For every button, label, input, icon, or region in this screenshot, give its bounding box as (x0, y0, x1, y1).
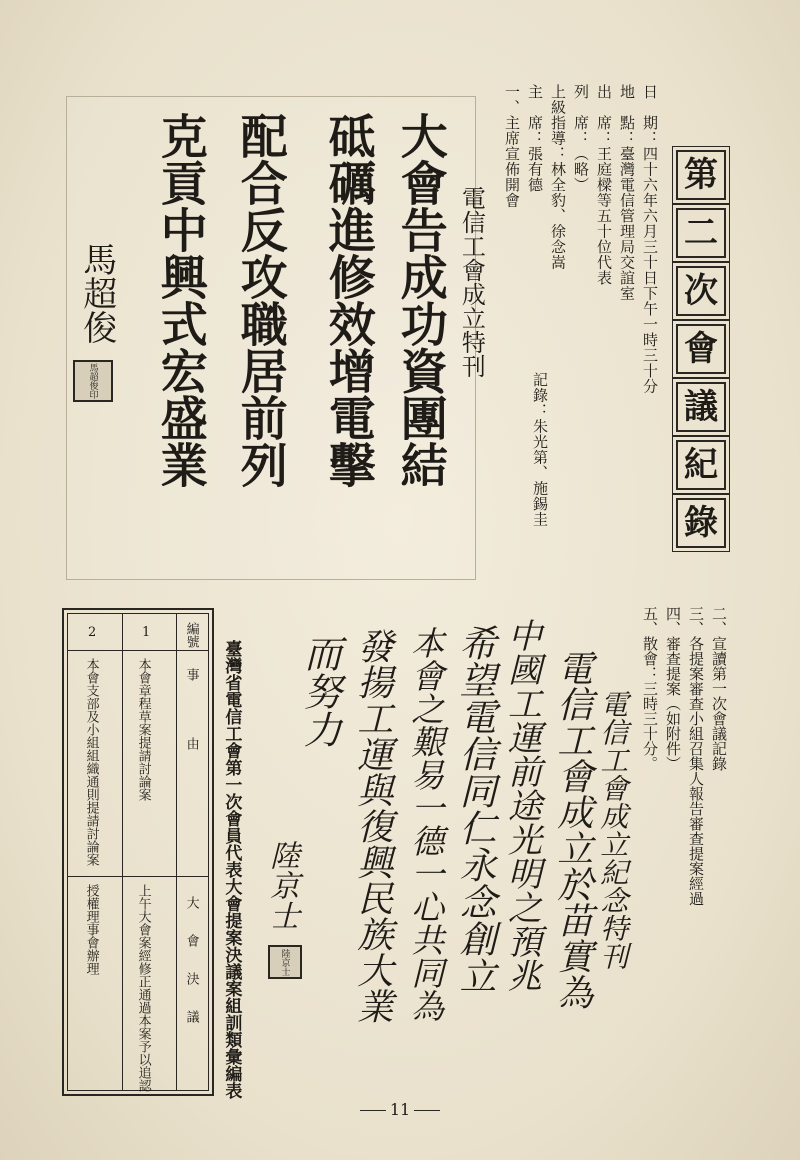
table-header-matter: 事 由 (183, 668, 199, 760)
table-cell-number: 1 (142, 625, 151, 640)
title-char: 紀 (676, 440, 726, 490)
calligraphy2-header: 電信工會成立紀念特刊 (596, 690, 630, 970)
calligraphy2-column: 發揚工運與復興民族大業 (351, 628, 393, 1024)
title-char: 第 (676, 150, 726, 200)
calligraphy2-column: 中國工運前途光明之預兆 (501, 618, 542, 992)
title-char: 議 (676, 382, 726, 432)
meeting-chair: 主 席：張有德 (526, 84, 544, 193)
seal-stamp (73, 360, 113, 402)
agenda-item-1: 一、主席宣佈開會 (503, 84, 521, 208)
resolution-table (62, 608, 214, 1096)
seal-text: 陸京士 (279, 948, 290, 976)
calligraphy-header: 電信工會成立特刊 (457, 186, 486, 378)
meeting-guidance: 上級指導：林全豹、徐念嵩 (549, 84, 567, 270)
table-caption: 臺灣省電信工會第一次會員代表大會提案決議案組訓類彙編表 (221, 640, 242, 1099)
table-cell-resolution: 上午大會案經修正通過本案予以追認 (135, 884, 151, 1092)
agenda-item-3: 三、各提案審查小組召集人報告審查提案經過 (687, 606, 705, 906)
page-number: 11 (389, 1100, 411, 1119)
calligraphy-column: 克貢中興式宏盛業 (152, 112, 208, 488)
seal-text: 馬超俊印 (87, 363, 98, 399)
title-char: 次 (676, 266, 726, 316)
title-char: 錄 (676, 498, 726, 548)
meeting-date: 日 期：四十六年六月三十日下午一時三十分 (641, 84, 659, 394)
table-cell-matter: 本會章程草案提請討論案 (135, 658, 151, 801)
calligraphy-column: 砥礪進修效增電擊 (320, 112, 376, 488)
title-char: 會 (676, 324, 726, 374)
calligraphy2-signature: 陸京士 (264, 840, 299, 930)
table-cell-resolution: 授權理事會辦理 (83, 884, 99, 975)
meeting-recorder: 記錄：朱光第、施錫圭 (531, 372, 549, 527)
meeting-attendees: 出 席：王庭樑等五十位代表 (595, 84, 613, 286)
title-char: 二 (676, 208, 726, 258)
table-cell-number: 2 (88, 625, 97, 640)
calligraphy2-column: 電信工會成立於苗實為 (551, 650, 593, 1010)
agenda-item-2: 二、宣讀第一次會議記錄 (710, 606, 728, 771)
table-header-number: 編號 (183, 622, 199, 648)
agenda-item-5: 五、散會：三時三十分。 (641, 606, 659, 771)
meeting-observers: 列 席：（略） (572, 84, 590, 193)
meeting-place: 地 點：臺灣電信管理局交誼室 (618, 84, 636, 301)
table-header-resolution: 大 會 決 議 (183, 896, 199, 1029)
calligraphy-column: 大會告成功資團結 (392, 112, 448, 488)
calligraphy2-column: 而努力 (297, 634, 342, 748)
seal-stamp (268, 945, 302, 979)
page-number-rule (414, 1110, 440, 1111)
calligraphy2-column: 本會之艱易一德一心共同為 (406, 626, 446, 1022)
agenda-item-4: 四、審查提案（如附件） (664, 606, 682, 771)
table-cell-matter: 本會支部及小組組織通則提請討論案 (83, 658, 99, 866)
calligraphy2-column: 希望電信同仁永念創立 (453, 624, 497, 994)
calligraphy-signature: 馬超俊 (76, 242, 117, 344)
calligraphy-column: 配合反攻職居前列 (232, 112, 288, 488)
